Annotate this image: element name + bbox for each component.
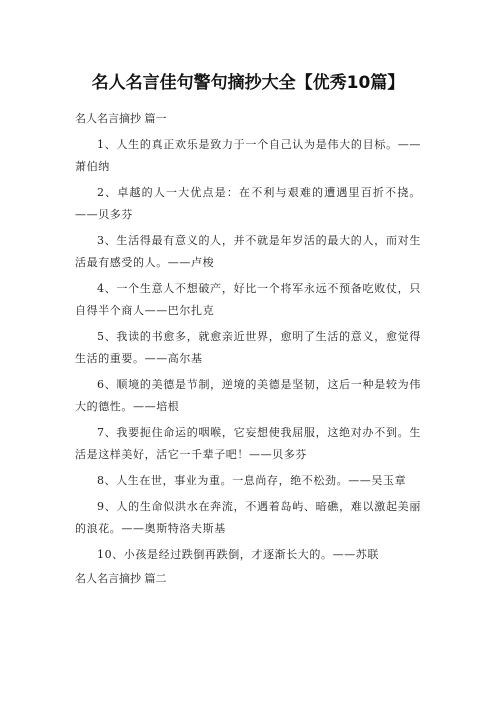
quote-item: 6、顺境的美德是节制，逆境的美德是坚韧，这后一种是较为伟大的德性。——培根 xyxy=(75,378,421,413)
document-body xyxy=(75,108,421,590)
section-heading-1: 名人名言摘抄 篇一 xyxy=(75,112,167,125)
quote-item: 8、人生在世，事业为重。一息尚存，绝不松劲。——吴玉章 xyxy=(97,474,407,487)
quote-item: 5、我读的书愈多，就愈亲近世界，愈明了生活的意义，愈觉得生活的重要。——高尔基 xyxy=(75,330,421,365)
quote-item: 4、一个生意人不想破产，好比一个将军永远不预备吃败仗，只自得半个商人——巴尔扎克 xyxy=(75,282,421,317)
document-title: 名人名言佳句警句摘抄大全【优秀10篇】 xyxy=(91,73,405,93)
quote-item: 2、卓越的人一大优点是：在不利与艰难的遭遇里百折不挠。——贝多芬 xyxy=(75,186,421,221)
quote-item: 1、人生的真正欢乐是致力于一个自己认为是伟大的目标。——萧伯纳 xyxy=(75,138,421,173)
quote-item: 3、生活得最有意义的人，并不就是年岁活的最大的人，而对生活最有感受的人。——卢梭 xyxy=(75,234,421,269)
section-heading-2: 名人名言摘抄 篇二 xyxy=(75,572,167,585)
quote-item: 10、小孩是经过跌倒再跌倒，才逐渐长大的。——苏联 xyxy=(97,548,379,561)
quote-item: 9、人的生命似洪水在奔流，不遇着岛屿、暗礁，难以激起美丽的浪花。——奥斯特洛夫斯基 xyxy=(75,500,421,535)
quote-item: 7、我要扼住命运的咽喉，它妄想使我屈服，这绝对办不到。生活是这样美好，活它一千辈子吧！——贝多芬 xyxy=(75,426,421,461)
